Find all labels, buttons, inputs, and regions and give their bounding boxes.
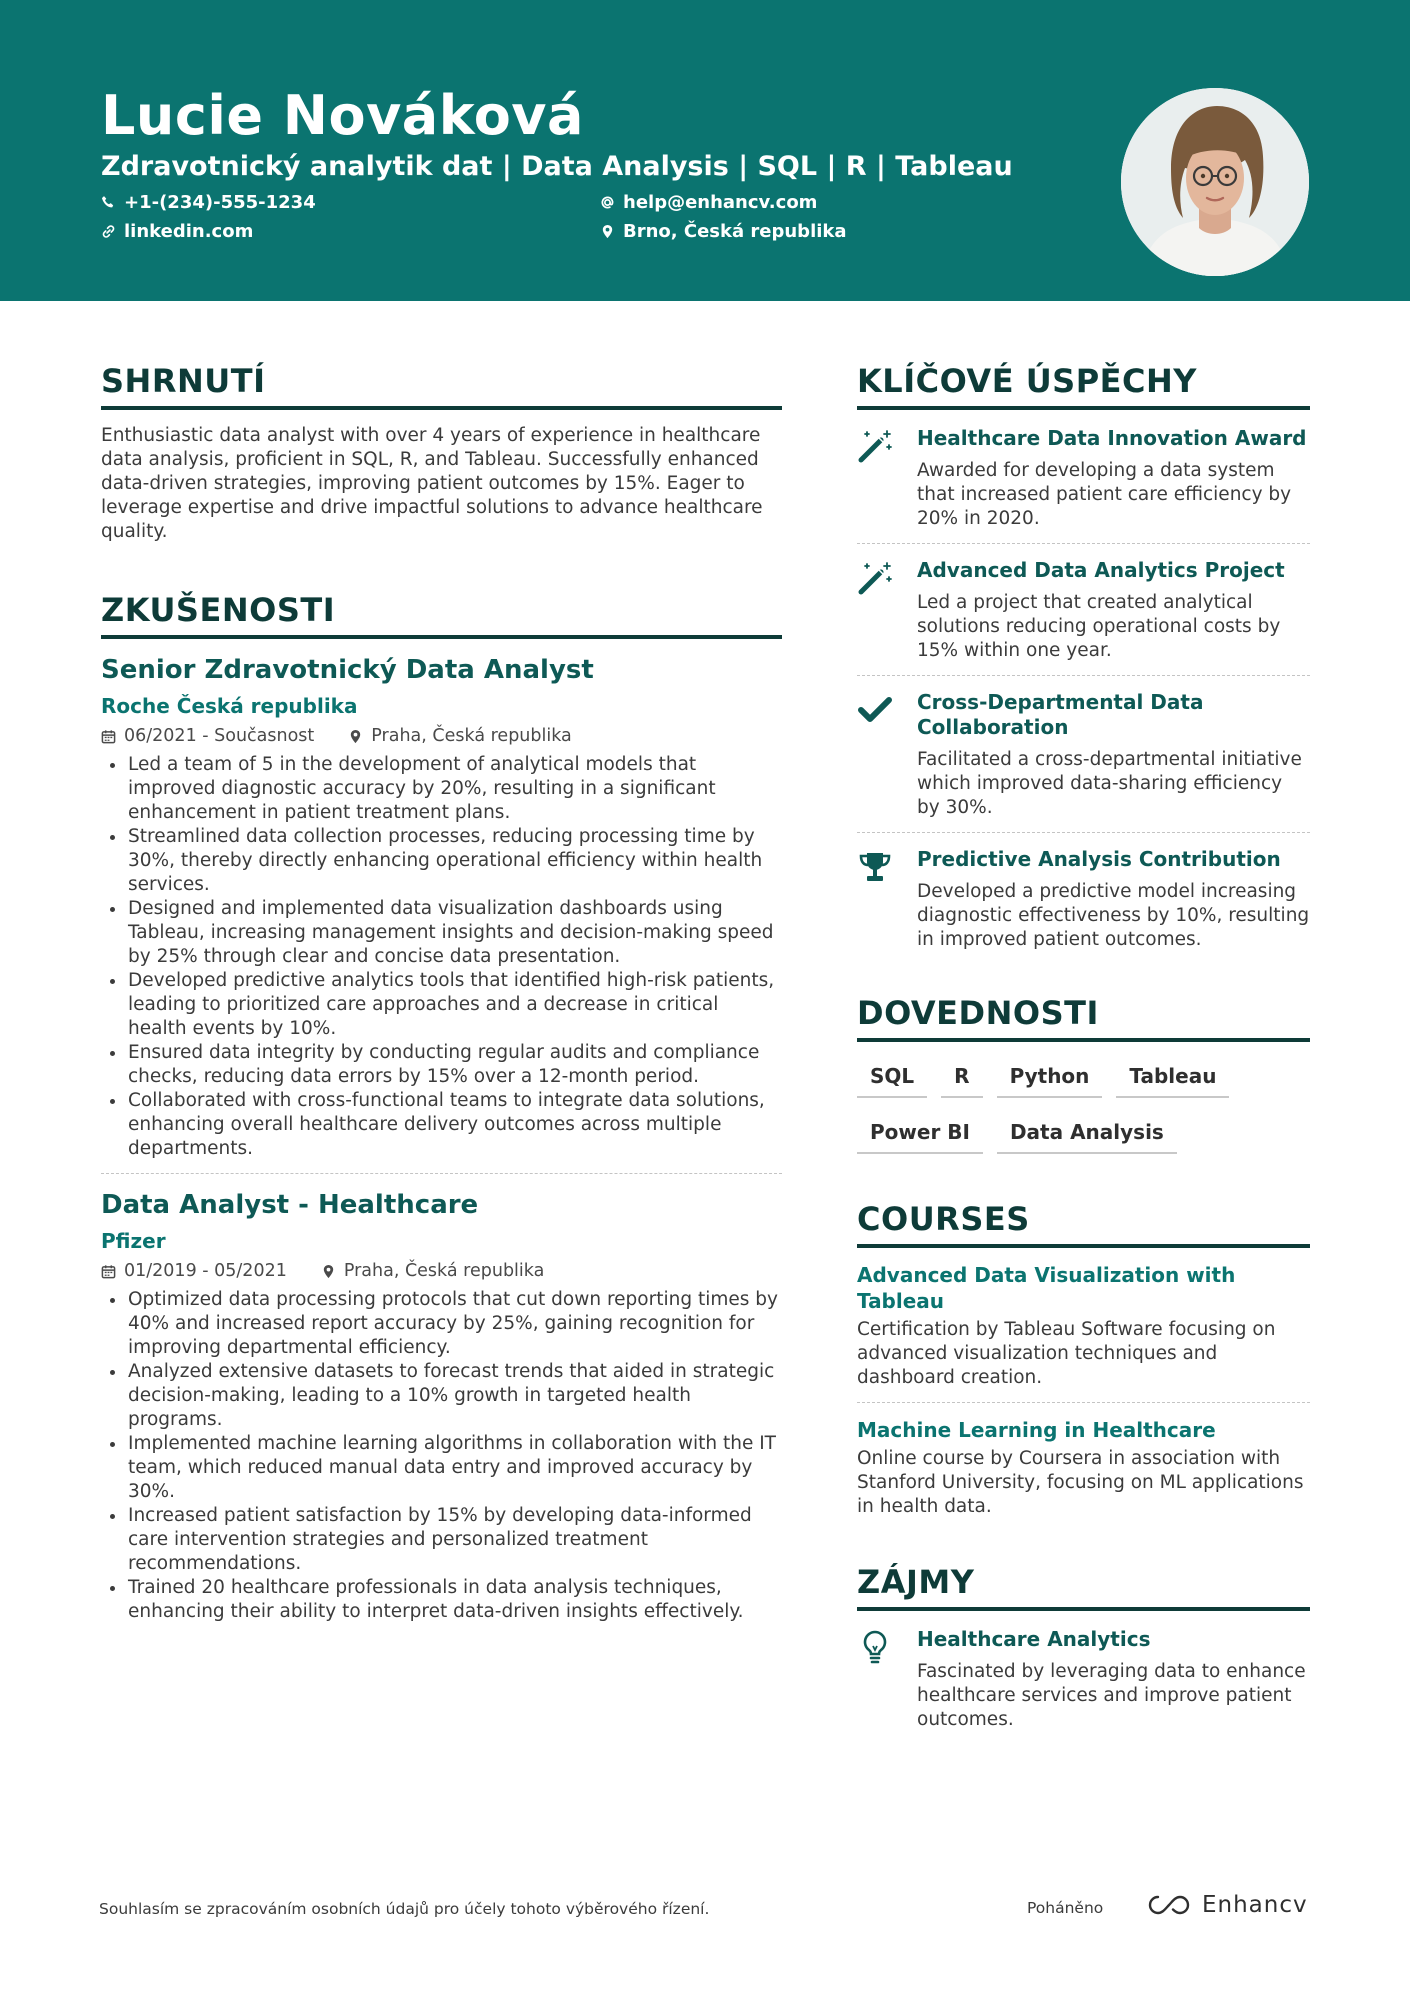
header-banner	[0, 0, 1410, 301]
contact-email[interactable]	[600, 192, 817, 213]
location-pin-icon	[321, 1264, 336, 1279]
job-bullets	[101, 753, 782, 1161]
achievement-title: Advanced Data Analytics Project	[917, 558, 1285, 582]
job-bullet: Implemented machine learning algorithms in collaboration with the IT team, which reduced manual data entry and improved accuracy by 30%.	[101, 1432, 782, 1504]
interest-text: Fascinated by leveraging data to enhance healthcare services and improve patient outcomes.	[917, 1661, 1306, 1730]
achievements-heading: KLÍČOVÉ ÚSPĚCHY	[857, 360, 1310, 410]
skill-tag: Python	[997, 1060, 1103, 1098]
achievement-text: Facilitated a cross-departmental initiative which improved data-sharing efficiency by 30%.	[917, 749, 1302, 818]
enhancv-logo[interactable]	[1146, 1892, 1308, 1918]
interests-heading: ZÁJMY	[857, 1561, 1310, 1611]
job-bullet: Led a team of 5 in the development of analytical models that improved diagnostic accuracy by 20%, resulting in a significant enhancement in patient treatment plans.	[101, 753, 782, 825]
entry-divider	[857, 675, 1310, 676]
course-title: Advanced Data Visualization with Tableau	[857, 1263, 1236, 1313]
job-dates: 06/2021 - Současnost	[124, 726, 315, 746]
job-dates: 01/2019 - 05/2021	[124, 1261, 287, 1281]
consent-note: Souhlasím se zpracováním osobních údajů pro účely tohoto výběrového řízení.	[99, 1900, 710, 1918]
summary-heading: SHRNUTÍ	[101, 360, 782, 410]
powered-by-label: Poháněno	[1027, 1899, 1104, 1917]
job-bullet: Collaborated with cross-functional teams to integrate data solutions, enhancing overall healthcare delivery outcomes across multiple departments.	[101, 1089, 782, 1161]
course-title: Machine Learning in Healthcare	[857, 1418, 1216, 1442]
infinity-logo-icon	[1146, 1892, 1192, 1918]
course-item	[857, 1417, 1310, 1519]
skill-tag: R	[941, 1060, 982, 1098]
contact-phone[interactable]	[101, 192, 316, 213]
courses-heading: COURSES	[857, 1198, 1310, 1248]
experience-entry	[101, 653, 782, 1161]
contact-location	[600, 221, 847, 242]
course-item	[857, 1262, 1310, 1390]
achievement-text: Developed a predictive model increasing diagnostic effectiveness by 10%, resulting in improved patient outcomes.	[917, 881, 1310, 950]
contact-location-text: Brno, Česká republika	[623, 221, 847, 242]
achievement-title: Predictive Analysis Contribution	[917, 847, 1281, 871]
course-text: Online course by Coursera in association with Stanford University, focusing on ML applications in health data.	[857, 1448, 1304, 1517]
job-bullet: Ensured data integrity by conducting regular audits and compliance checks, reducing data errors by 15% over a 12-month period.	[101, 1041, 782, 1089]
experience-entry	[101, 1188, 782, 1624]
contact-linkedin[interactable]	[101, 221, 253, 242]
company-name: Roche Česká republika	[101, 694, 358, 718]
brand-name: Enhancv	[1202, 1892, 1308, 1918]
experience-heading: ZKUŠENOSTI	[101, 589, 782, 639]
job-bullet: Analyzed extensive datasets to forecast trends that aided in strategic decision-making, leading to a 10% growth in targeted health programs.	[101, 1360, 782, 1432]
achievement-title: Healthcare Data Innovation Award	[917, 426, 1307, 450]
link-icon	[101, 224, 116, 239]
job-location: Praha, Česká republika	[371, 726, 572, 746]
job-meta	[101, 725, 782, 747]
trophy-icon	[857, 849, 893, 885]
at-sign-icon	[600, 195, 615, 210]
left-column	[101, 360, 782, 1624]
achievement-item	[857, 558, 1310, 663]
magic-wand-icon	[857, 428, 893, 464]
job-title: Data Analyst - Healthcare	[101, 1190, 479, 1220]
interest-title: Healthcare Analytics	[917, 1627, 1151, 1651]
skill-tag: Data Analysis	[997, 1116, 1177, 1154]
job-bullets	[101, 1288, 782, 1624]
job-location: Praha, Česká republika	[343, 1261, 545, 1281]
entry-divider	[857, 543, 1310, 544]
interest-item	[857, 1627, 1310, 1732]
summary-text: Enthusiastic data analyst with over 4 years of experience in healthcare data analysis, proficient in SQL, R, and Tableau. Successfully enhanced data-driven strategies, improving patient outcomes by 15%. Eager to leverage expertise and drive impactful solutions to advance healthcare quality.	[101, 425, 763, 542]
skills-list	[857, 1060, 1310, 1154]
job-bullet: Streamlined data collection processes, reducing processing time by 30%, thereby directly enhancing operational efficiency within health services.	[101, 825, 782, 897]
job-bullet: Designed and implemented data visualization dashboards using Tableau, increasing management insights and decision-making speed by 25% through clear and concise data presentation.	[101, 897, 782, 969]
achievement-text: Led a project that created analytical solutions reducing operational costs by 15% within one year.	[917, 592, 1281, 661]
entry-divider	[857, 1402, 1310, 1403]
course-text: Certification by Tableau Software focusing on advanced visualization techniques and dashboard creation.	[857, 1319, 1276, 1388]
skills-heading: DOVEDNOSTI	[857, 992, 1310, 1042]
achievement-item	[857, 426, 1310, 531]
entry-divider	[101, 1173, 782, 1174]
contact-phone-text: +1-(234)-555-1234	[124, 192, 316, 213]
job-bullet: Optimized data processing protocols that cut down reporting times by 40% and increased report accuracy by 25%, gaining recognition for improving departmental efficiency.	[101, 1288, 782, 1360]
calendar-icon	[101, 729, 116, 744]
profile-photo	[1121, 88, 1309, 276]
achievement-text: Awarded for developing a data system that increased patient care efficiency by 20% in 2020.	[917, 460, 1292, 529]
skill-tag: Power BI	[857, 1116, 983, 1154]
location-pin-icon	[348, 729, 363, 744]
job-meta	[101, 1260, 782, 1282]
contact-linkedin-text: linkedin.com	[124, 221, 254, 242]
job-bullet: Trained 20 healthcare professionals in data analysis techniques, enhancing their ability to interpret data-driven insights effectively.	[101, 1576, 782, 1624]
job-bullet: Increased patient satisfaction by 15% by developing data-informed care intervention strategies and personalized treatment recommendations.	[101, 1504, 782, 1576]
entry-divider	[857, 832, 1310, 833]
candidate-name: Lucie Nováková	[101, 84, 584, 147]
checkmark-icon	[857, 692, 893, 728]
job-title: Senior Zdravotnický Data Analyst	[101, 655, 594, 685]
magic-wand-icon	[857, 560, 893, 596]
calendar-icon	[101, 1264, 116, 1279]
lightbulb-icon	[857, 1629, 893, 1665]
achievement-item	[857, 690, 1310, 820]
location-pin-icon	[600, 224, 615, 239]
achievement-title: Cross-Departmental Data Collaboration	[917, 690, 1204, 739]
contact-email-text: help@enhancv.com	[623, 192, 818, 213]
skill-tag: Tableau	[1116, 1060, 1229, 1098]
achievement-item	[857, 847, 1310, 952]
candidate-headline: Zdravotnický analytik dat | Data Analysis | SQL | R | Tableau	[101, 151, 1013, 182]
job-bullet: Developed predictive analytics tools that identified high-risk patients, leading to prioritized care approaches and a decrease in critical health events by 10%.	[101, 969, 782, 1041]
right-column	[857, 360, 1310, 1732]
company-name: Pfizer	[101, 1229, 166, 1253]
phone-icon	[101, 195, 116, 210]
skill-tag: SQL	[857, 1060, 927, 1098]
